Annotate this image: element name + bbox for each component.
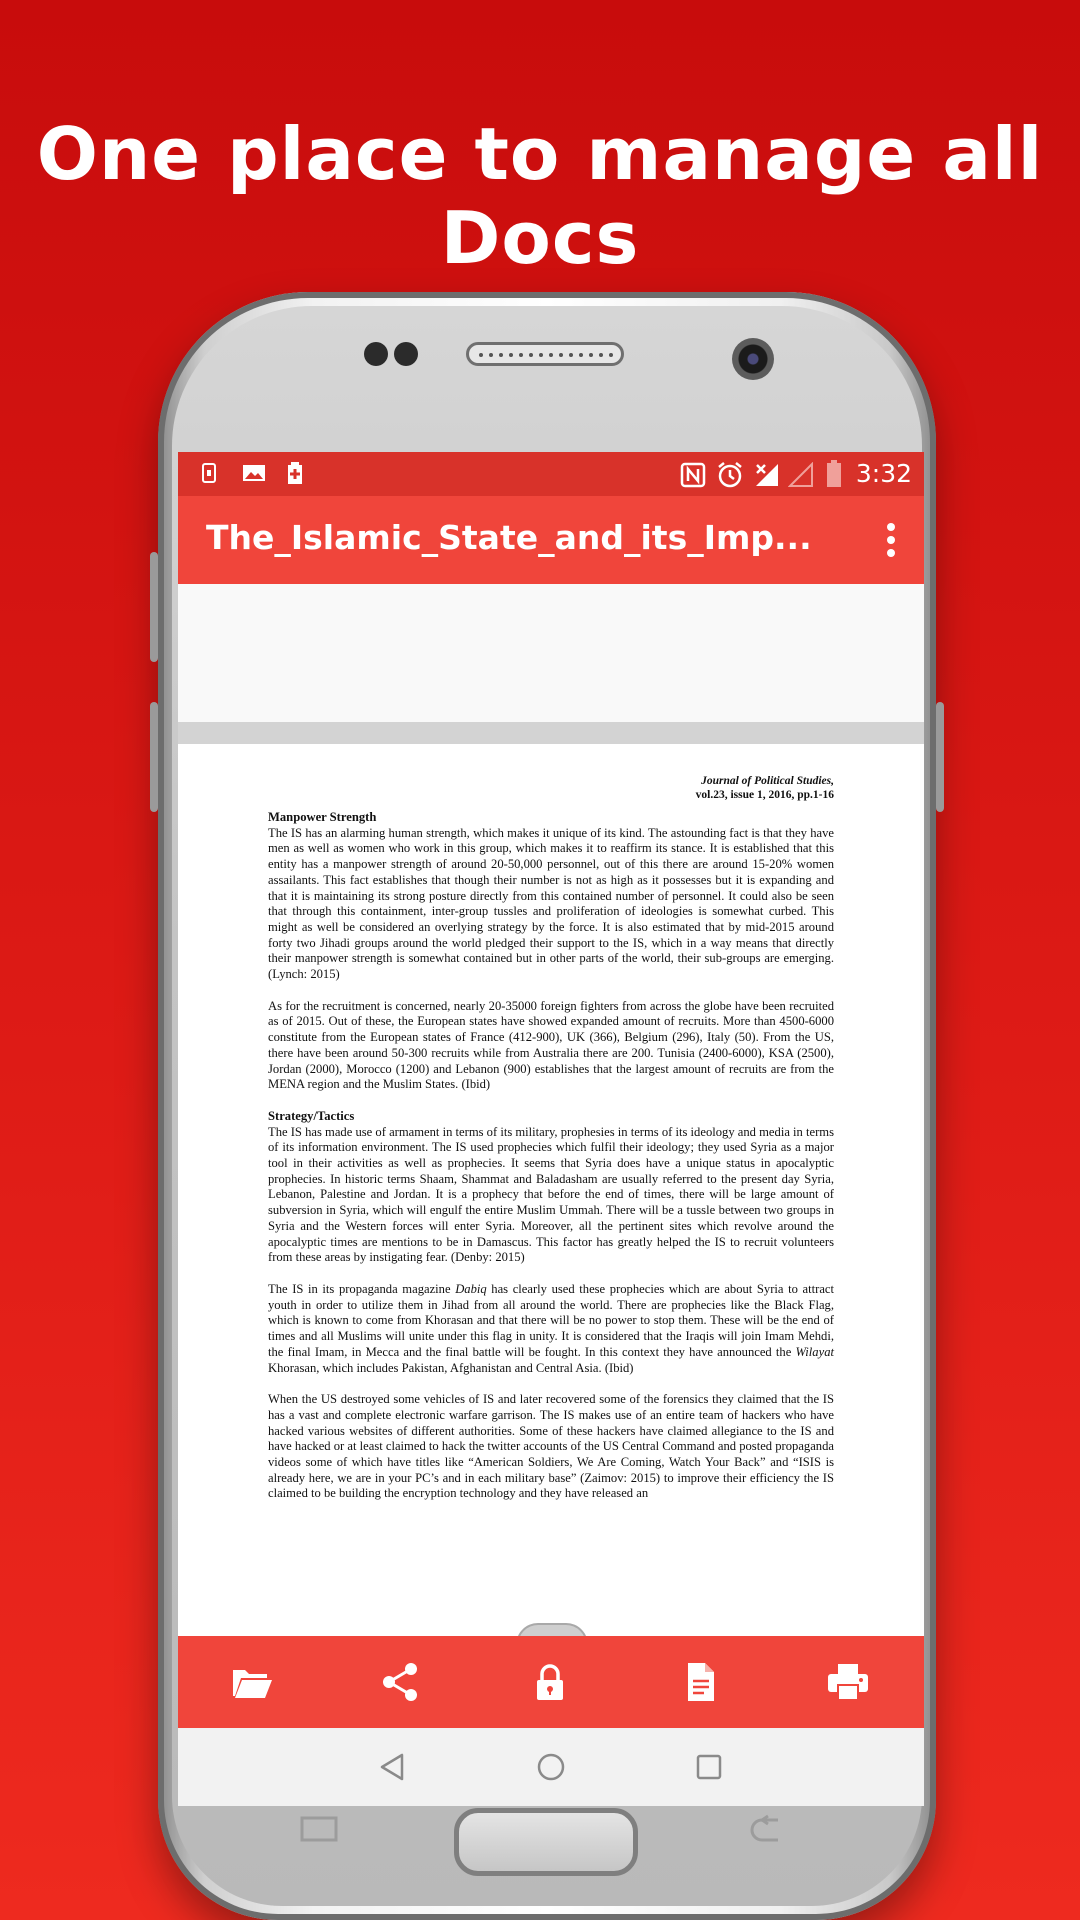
sensor-icon — [394, 342, 418, 366]
battery-icon — [826, 460, 842, 488]
alarm-icon — [716, 461, 744, 489]
share-icon[interactable] — [378, 1662, 422, 1702]
more-vert-icon[interactable] — [886, 522, 896, 558]
front-camera-icon — [732, 338, 774, 380]
paragraph: When the US destroyed some vehicles of IS and later recovered some of the forensics they claimed that the IS has a vast and complete electronic warfare garrison. The IS makes use of an entire team of hackers who have hacked various websites of different authorities. Some of these hackers have claimed allegiance to the IS and have hacked or at least claimed to hack the twitter accounts of the US Central Command and posted propaganda videos some of which have titles like “American Soldiers, We Are Coming, Watch Your Back” and “ISIS is already here, we are in your PC’s and in each military base” (Zaimov: 2015) to improve their efficiency the IS claimed to be building the encryption technology and they have released an — [268, 1392, 834, 1501]
wilayat-term: Wilayat — [795, 1344, 834, 1359]
paragraph — [268, 1282, 834, 1376]
home-hardware-button — [454, 1808, 638, 1876]
paragraph: The IS has an alarming human strength, which makes it unique of its kind. The astounding fact is that they have men as well as women who work in this group, which makes it to reaffirm its stance. It is established that this entity has a manpower strength of around 20-50,000 personnel, out of this there are around 15-20% women assailants. This fact establishes that though their number is not as high as it possesses but it is expanding and that it is maintaining its strong posture directly from this contained number of personnel. It could also be seen that through this containment, inter-group tussles and proliferation of ideologies is somewhat curbed. This might as well be considered an overlying strategy by the force. It is also estimated that by mid-2015 around forty two Jihadi groups around the world pledged their support to the IS, which in a way means that directly their manpower strength is somewhat contained but in other parts of the world, their sub-groups are emerging. (Lynch: 2015) — [268, 825, 834, 982]
volume-button — [150, 552, 158, 662]
system-nav-bar — [178, 1728, 924, 1806]
app-icon — [200, 462, 218, 484]
home-icon[interactable] — [536, 1752, 566, 1782]
journal-name: Journal of Political Studies, — [701, 775, 834, 787]
app-toolbar — [178, 496, 924, 584]
paragraph-text: Khorasan, which includes Pakistan, Afghanistan and Central Asia. (Ibid) — [268, 1360, 634, 1375]
section-heading-manpower: Manpower Strength — [268, 810, 377, 824]
recents-key-icon — [298, 1814, 340, 1844]
journal-volume: vol.23, issue 1, 2016, pp.1-16 — [695, 789, 834, 801]
section-heading-strategy: Strategy/Tactics — [268, 1108, 355, 1123]
bottom-action-bar — [178, 1636, 924, 1728]
image-icon — [242, 462, 266, 484]
paragraph-text: The IS in its propaganda magazine — [268, 1281, 456, 1296]
back-icon[interactable] — [378, 1752, 408, 1782]
back-key-icon — [748, 1814, 790, 1844]
paragraph-text: has clearly used these prophecies which are about Syria to attract youth in order to utilize them in Jihad from all around the world. There are prophecies like the Black Flag, which is known to come from Khorasan and that there will be no power to stop them. These will be the end of times and all Muslims will unite under this flag in unity. It is considered that the Iraqis will join Imam Mehdi, the final Imam, in Mecca and the final battle will be fought. In this context they have announced the — [268, 1281, 834, 1359]
sensor-icon — [364, 342, 388, 366]
signal-icon — [788, 462, 814, 488]
bixby-button — [150, 702, 158, 812]
status-bar — [178, 452, 924, 496]
paragraph: As for the recruitment is concerned, nearly 20-35000 foreign fighters from across the globe have been recruited as of 2015. Out of these, the European states have showed expanded amount of recruits. More than 4500-6000 constitute from the European states of France (412-900), UK (366), Belgium (296), Italy (50). From the US, there have been around 50-300 recruits while from Australia there are 200. Tunisia (2400-6000), KSA (2500), Jordan (2000), Morocco (1200) and Lebanon (900) establishes that the largest amount of recruits are from the MENA region and the Muslim States. (Ibid) — [268, 998, 834, 1092]
lock-icon[interactable] — [528, 1662, 572, 1702]
document-page[interactable] — [178, 744, 924, 1644]
document-text — [268, 774, 834, 1518]
nfc-icon — [680, 462, 706, 488]
print-icon[interactable] — [826, 1662, 870, 1702]
battery-saver-icon — [286, 462, 304, 484]
page-gap — [178, 584, 924, 722]
clock: 3:32 — [855, 459, 912, 488]
headline: One place to manage all Docs — [36, 112, 1044, 280]
power-button — [936, 702, 944, 812]
folder-open-icon[interactable] — [230, 1662, 274, 1702]
signal-off-icon — [754, 462, 780, 488]
recents-icon[interactable] — [694, 1752, 724, 1782]
dabiq-term: Dabiq — [455, 1281, 487, 1296]
document-title: The_Islamic_State_and_its_Imp... — [206, 518, 812, 557]
paragraph: The IS has made use of armament in terms of its military, prophesies in terms of its ideology and media in terms of its information environment. The IS used prophecies which fulfil their ideology; they used Syria as a major tool in their activities as well as prophecies. It seems that Syria does have a unique status in apocalyptic prophecies. In historic terms Shaam, Shammat and Baladasham are usually referred to the present day Syria, Lebanon, Palestine and Jordan. It is a prophecy that before the end of times, there will be large amount of subversion in Syria, which will engulf the entire Muslim Ummah. There will be a tussle between two groups in Syria and the Western forces will enter Syria. Moreover, all the pertinent sites which revolve around the apocalyptic times are mentions to be in Damascus. This factor has greatly helped the IS to recruit volunteers from these areas by instigating fear. (Denby: 2015) — [268, 1124, 834, 1265]
earpiece-speaker — [466, 342, 624, 366]
document-icon[interactable] — [678, 1662, 722, 1702]
page-divider — [178, 722, 924, 744]
journal-header — [268, 774, 834, 802]
app-screen — [178, 452, 924, 1806]
